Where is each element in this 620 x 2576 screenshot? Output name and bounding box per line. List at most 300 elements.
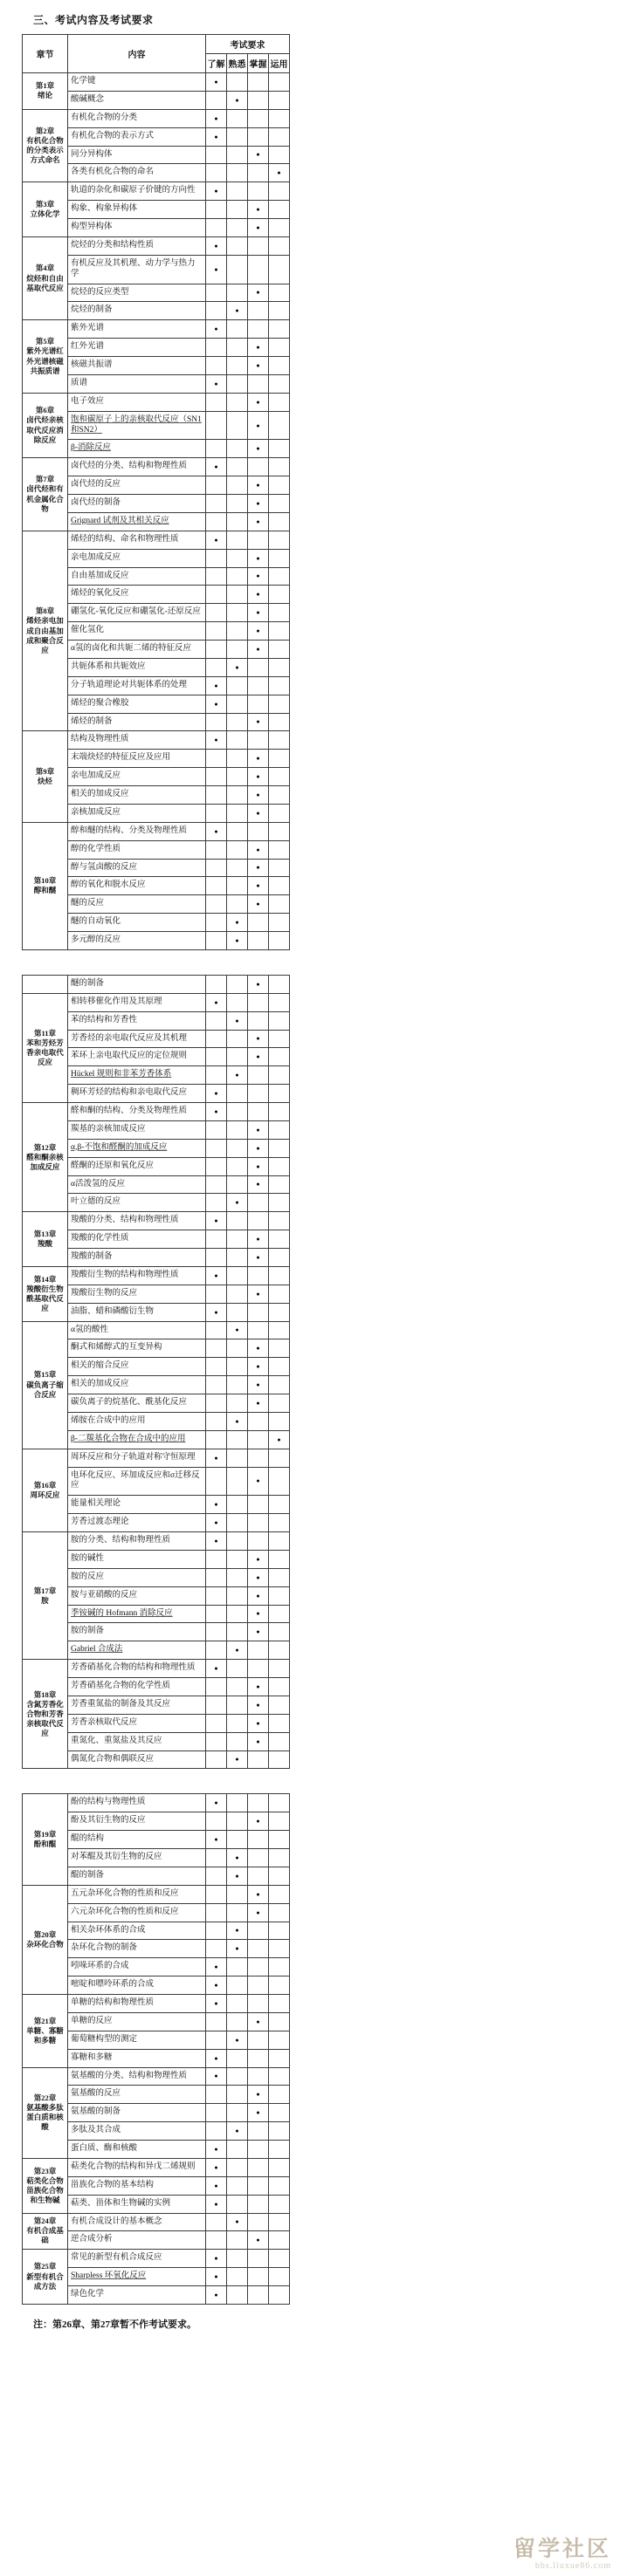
- requirement-cell: [269, 658, 290, 676]
- requirement-cell: [227, 895, 248, 914]
- table-area: [22, 34, 301, 2305]
- requirement-cell: [227, 1467, 248, 1496]
- content-cell: 氨基酸的制备: [68, 2104, 206, 2122]
- requirement-cell: [206, 877, 227, 895]
- requirement-dot: ●: [248, 284, 269, 302]
- watermark-url: bbs.liuxue86.com: [534, 2561, 611, 2571]
- chapter-cell: [23, 182, 68, 237]
- requirement-dot: ●: [227, 914, 248, 932]
- page-title: 三、考试内容及考试要求: [33, 14, 154, 26]
- requirement-dot: ●: [248, 549, 269, 567]
- requirement-cell: [248, 1066, 269, 1085]
- requirement-cell: [269, 1641, 290, 1660]
- requirement-dot: ●: [248, 840, 269, 859]
- requirement-cell: [269, 859, 290, 877]
- requirement-cell: [269, 1696, 290, 1714]
- requirement-cell: [227, 713, 248, 731]
- content-cell: 自由基加成反应: [68, 567, 206, 586]
- requirement-dot: ●: [206, 1212, 227, 1230]
- requirement-cell: [269, 1139, 290, 1157]
- content-cell: 单糖的反应: [68, 2012, 206, 2031]
- header-level-3: 运用: [269, 54, 290, 73]
- requirement-cell: [206, 1376, 227, 1394]
- requirement-cell: [227, 2104, 248, 2122]
- content-cell: 逆合成分析: [68, 2231, 206, 2250]
- requirement-dot: ●: [248, 512, 269, 531]
- requirement-cell: [227, 1394, 248, 1413]
- requirement-cell: [227, 320, 248, 339]
- content-cell: 构象、构象异构体: [68, 201, 206, 219]
- requirement-cell: [227, 2012, 248, 2031]
- table-row: [23, 2250, 290, 2268]
- requirement-cell: [227, 458, 248, 476]
- table-row: [23, 109, 290, 127]
- requirement-dot: ●: [206, 695, 227, 713]
- content-cell: 各类有机化合物的命名: [68, 164, 206, 182]
- requirement-cell: [248, 1449, 269, 1467]
- chapter-name: 新型有机合成方法: [26, 2271, 64, 2291]
- requirement-cell: [227, 495, 248, 513]
- chapter-cell: [23, 1212, 68, 1267]
- content-cell: 重氮化、重氮盐及其反应: [68, 1732, 206, 1750]
- requirement-dot: ●: [206, 1977, 227, 1995]
- requirement-cell: [269, 1922, 290, 1940]
- content-cell: 核磁共振谱: [68, 357, 206, 375]
- requirement-cell: [269, 1550, 290, 1568]
- content-cell: 羧酸的分类、结构和物理性质: [68, 1212, 206, 1230]
- requirement-cell: [227, 1266, 248, 1285]
- requirement-cell: [206, 495, 227, 513]
- requirement-cell: [227, 440, 248, 458]
- requirement-cell: [227, 1358, 248, 1376]
- requirement-cell: [269, 182, 290, 201]
- requirement-cell: [206, 1394, 227, 1413]
- content-cell: 催化氢化: [68, 622, 206, 641]
- requirement-dot: ●: [227, 2031, 248, 2049]
- content-cell: 亲电加成反应: [68, 768, 206, 786]
- chapter-name: 胺: [41, 1595, 49, 1605]
- chapter-number: 第12章: [33, 1142, 57, 1152]
- chapter-name: 杂环化合物: [26, 1939, 64, 1949]
- content-cell: 构型异构体: [68, 219, 206, 237]
- content-cell: 苯的结构和芳香性: [68, 1011, 206, 1030]
- requirement-cell: [269, 1194, 290, 1212]
- requirement-cell: [227, 219, 248, 237]
- chapter-number: 第2章: [35, 126, 55, 135]
- chapter-name: 萜类化合物甾族化合物和生物碱: [26, 2175, 64, 2204]
- content-cell: 结构及物理性质: [68, 731, 206, 750]
- requirement-cell: [227, 1678, 248, 1696]
- content-cell: Gabriel 合成法: [68, 1641, 206, 1660]
- requirement-cell: [227, 374, 248, 393]
- content-cell: Sharpless 环氧化反应: [68, 2268, 206, 2286]
- requirement-cell: [227, 804, 248, 822]
- requirement-dot: ●: [206, 2049, 227, 2067]
- requirement-cell: [227, 975, 248, 993]
- requirement-cell: [248, 374, 269, 393]
- requirement-cell: [206, 1139, 227, 1157]
- chapter-cell: [23, 1321, 68, 1449]
- chapter-name: 碳负离子缩合反应: [26, 1380, 64, 1399]
- requirement-dot: ●: [206, 1660, 227, 1678]
- requirement-cell: [227, 786, 248, 805]
- requirement-dot: ●: [227, 2213, 248, 2231]
- requirement-cell: [269, 1885, 290, 1903]
- content-cell: 偶氮化合物和偶联反应: [68, 1750, 206, 1769]
- requirement-dot: ●: [206, 2268, 227, 2286]
- chapter-number: 第18章: [33, 1689, 57, 1699]
- chapter-cell: [23, 1660, 68, 1769]
- chapter-number: 第23章: [33, 2166, 57, 2175]
- requirement-cell: [269, 339, 290, 357]
- requirement-dot: ●: [248, 1249, 269, 1267]
- chapter-number: 第3章: [35, 200, 55, 209]
- requirement-cell: [269, 622, 290, 641]
- requirement-cell: [227, 1249, 248, 1267]
- chapter-name: 卤代烃亲核取代反应消除反应: [26, 415, 64, 444]
- requirement-cell: [206, 1940, 227, 1958]
- requirement-cell: [269, 1849, 290, 1867]
- requirement-cell: [269, 1285, 290, 1303]
- requirement-cell: [269, 586, 290, 604]
- chapter-number: 第24章: [33, 2216, 57, 2226]
- requirement-dot: ●: [227, 932, 248, 950]
- content-cell: 胺的碱性: [68, 1550, 206, 1568]
- chapter-number: 第16章: [33, 1480, 57, 1490]
- requirement-cell: [269, 1085, 290, 1103]
- content-cell: 硼氢化-氧化反应和硼氢化-还原反应: [68, 604, 206, 622]
- requirement-dot: ●: [248, 1696, 269, 1714]
- requirement-cell: [248, 731, 269, 750]
- requirement-dot: ●: [248, 339, 269, 357]
- requirement-dot: ●: [248, 786, 269, 805]
- exam-table-segment: [22, 1793, 290, 2305]
- requirement-dot: ●: [206, 109, 227, 127]
- chapter-cell: [23, 458, 68, 531]
- requirement-dot: ●: [248, 495, 269, 513]
- content-cell: 胺的制备: [68, 1623, 206, 1641]
- requirement-cell: [269, 1514, 290, 1532]
- content-cell: 醇与氢卤酸的反应: [68, 859, 206, 877]
- chapter-cell: [23, 1794, 68, 1885]
- requirement-cell: [227, 695, 248, 713]
- table-row: [23, 531, 290, 549]
- requirement-dot: ●: [248, 2012, 269, 2031]
- chapter-cell: [23, 993, 68, 1102]
- requirement-dot: ●: [248, 1139, 269, 1157]
- requirement-dot: ●: [248, 1157, 269, 1175]
- requirement-cell: [206, 91, 227, 109]
- requirement-dot: ●: [206, 1794, 227, 1812]
- watermark-text: 留学社区: [513, 2537, 611, 2561]
- requirement-cell: [248, 255, 269, 284]
- content-cell: 醇和醚的结构、分类及物理性质: [68, 822, 206, 840]
- table-row: [23, 1885, 290, 1903]
- requirement-cell: [269, 822, 290, 840]
- requirement-cell: [206, 975, 227, 993]
- content-cell: 吲哚环系的合成: [68, 1958, 206, 1977]
- requirement-dot: ●: [206, 1958, 227, 1977]
- table-row: [23, 2067, 290, 2086]
- requirement-cell: [269, 1339, 290, 1358]
- requirement-cell: [227, 1085, 248, 1103]
- requirement-dot: ●: [206, 1085, 227, 1103]
- requirement-cell: [206, 2231, 227, 2250]
- requirement-dot: ●: [248, 1550, 269, 1568]
- content-cell: 醛酮的还原和氧化反应: [68, 1157, 206, 1175]
- chapter-cell: [23, 822, 68, 949]
- content-cell: 芳香过渡态理论: [68, 1514, 206, 1532]
- chapter-name: 有机化合物的分类表示方式命名: [26, 135, 64, 165]
- requirement-cell: [269, 458, 290, 476]
- requirement-cell: [206, 1812, 227, 1831]
- requirement-cell: [206, 859, 227, 877]
- requirement-cell: [269, 713, 290, 731]
- requirement-cell: [269, 127, 290, 146]
- requirement-cell: [206, 302, 227, 320]
- requirement-dot: ●: [248, 1376, 269, 1394]
- content-cell: 萜类化合物的结构和异戊二烯规则: [68, 2158, 206, 2176]
- requirement-cell: [269, 877, 290, 895]
- content-cell: 氨基酸的分类、结构和物理性质: [68, 2067, 206, 2086]
- requirement-dot: ●: [248, 1678, 269, 1696]
- content-cell: 化学键: [68, 73, 206, 92]
- content-cell: 酚的结构与物理性质: [68, 1794, 206, 1812]
- requirement-dot: ●: [206, 731, 227, 750]
- requirement-cell: [269, 255, 290, 284]
- requirement-cell: [248, 164, 269, 182]
- requirement-cell: [269, 549, 290, 567]
- content-cell: 分子轨道理论对共轭体系的处理: [68, 676, 206, 695]
- requirement-cell: [248, 1831, 269, 1849]
- requirement-cell: [227, 2067, 248, 2086]
- content-cell: 周环反应和分子轨道对称守恒原理: [68, 1449, 206, 1467]
- requirement-dot: ●: [248, 1903, 269, 1922]
- requirement-dot: ●: [206, 182, 227, 201]
- chapter-name: 羧酸: [37, 1239, 52, 1249]
- content-cell: 油脂、蜡和磷酸衍生物: [68, 1303, 206, 1321]
- requirement-dot: ●: [206, 1266, 227, 1285]
- requirement-cell: [248, 2049, 269, 2067]
- chapter-cell: [23, 1103, 68, 1212]
- requirement-cell: [269, 1030, 290, 1048]
- requirement-cell: [269, 1794, 290, 1812]
- requirement-cell: [248, 127, 269, 146]
- requirement-cell: [269, 2176, 290, 2195]
- chapter-name: 烷烃和自由基取代反应: [26, 273, 64, 292]
- requirement-cell: [248, 2067, 269, 2086]
- requirement-cell: [227, 622, 248, 641]
- requirement-cell: [227, 255, 248, 284]
- chapter-cell: [23, 109, 68, 182]
- requirement-cell: [206, 840, 227, 859]
- content-cell: 电环化反应、环加成反应和σ迁移反应: [68, 1467, 206, 1496]
- content-cell: 卤代烃的反应: [68, 476, 206, 495]
- requirement-cell: [227, 822, 248, 840]
- requirement-cell: [206, 357, 227, 375]
- requirement-cell: [248, 1011, 269, 1030]
- header-row: [23, 35, 290, 54]
- requirement-cell: [269, 2086, 290, 2104]
- requirement-cell: [269, 2141, 290, 2159]
- requirement-cell: [269, 1678, 290, 1696]
- content-cell: 相关的缩合反应: [68, 1358, 206, 1376]
- requirement-cell: [227, 109, 248, 127]
- requirement-cell: [248, 914, 269, 932]
- requirement-cell: [206, 1467, 227, 1496]
- chapter-number: 第13章: [33, 1230, 57, 1239]
- requirement-cell: [227, 1605, 248, 1623]
- requirement-dot: ●: [227, 1922, 248, 1940]
- requirement-cell: [227, 2231, 248, 2250]
- chapter-number: 第11章: [33, 1028, 57, 1038]
- requirement-cell: [248, 1849, 269, 1867]
- requirement-cell: [227, 146, 248, 164]
- requirement-cell: [206, 1230, 227, 1249]
- requirement-dot: ●: [248, 604, 269, 622]
- requirement-cell: [248, 73, 269, 92]
- requirement-cell: [227, 531, 248, 549]
- requirement-dot: ●: [206, 2286, 227, 2305]
- requirement-cell: [227, 877, 248, 895]
- requirement-cell: [227, 2049, 248, 2067]
- content-cell: 亲核加成反应: [68, 804, 206, 822]
- requirement-cell: [269, 2286, 290, 2305]
- content-cell: Grignard 试剂及其相关反应: [68, 512, 206, 531]
- requirement-dot: ●: [248, 750, 269, 768]
- requirement-cell: [206, 1623, 227, 1641]
- requirement-dot: ●: [206, 2195, 227, 2213]
- requirement-cell: [248, 1496, 269, 1514]
- requirement-dot: ●: [248, 1030, 269, 1048]
- requirement-cell: [227, 73, 248, 92]
- content-cell: Hückel 规则和非苯芳香体系: [68, 1066, 206, 1085]
- requirement-cell: [206, 1714, 227, 1732]
- requirement-cell: [269, 1412, 290, 1430]
- chapter-number: 第1章: [35, 81, 55, 91]
- requirement-dot: ●: [248, 1339, 269, 1358]
- requirement-cell: [227, 2158, 248, 2176]
- requirement-cell: [269, 1467, 290, 1496]
- content-cell: 芳香亲核取代反应: [68, 1714, 206, 1732]
- requirement-cell: [248, 2141, 269, 2159]
- requirement-cell: [206, 1066, 227, 1085]
- requirement-cell: [248, 695, 269, 713]
- content-cell: 羧酸的化学性质: [68, 1230, 206, 1249]
- table-row: [23, 73, 290, 92]
- chapter-number: 第14章: [33, 1274, 57, 1284]
- requirement-cell: [248, 2268, 269, 2286]
- content-cell: 醛和酮的结构、分类及物理性质: [68, 1103, 206, 1121]
- requirement-cell: [206, 1867, 227, 1885]
- content-cell: 稠环芳烃的结构和亲电取代反应: [68, 1085, 206, 1103]
- requirement-cell: [227, 1157, 248, 1175]
- requirement-cell: [269, 750, 290, 768]
- requirement-cell: [227, 1532, 248, 1551]
- requirement-cell: [269, 393, 290, 411]
- requirement-cell: [227, 1550, 248, 1568]
- chapter-name: 卤代烃和有机金属化合物: [26, 484, 64, 513]
- content-cell: 烯烃的制备: [68, 713, 206, 731]
- requirement-dot: ●: [206, 1831, 227, 1849]
- table-row: [23, 1321, 290, 1339]
- content-cell: 紫外光谱: [68, 320, 206, 339]
- content-cell: α氢的酸性: [68, 1321, 206, 1339]
- table-row: [23, 182, 290, 201]
- requirement-cell: [269, 641, 290, 659]
- requirement-cell: [248, 182, 269, 201]
- chapter-name: 酚和醌: [33, 1840, 57, 1849]
- chapter-cell: [23, 2213, 68, 2250]
- header-level-2: 掌握: [248, 54, 269, 73]
- requirement-cell: [227, 1958, 248, 1977]
- content-cell: 烯烃的聚合橡胶: [68, 695, 206, 713]
- table-row: [23, 1212, 290, 1230]
- content-cell: 氨基酸的反应: [68, 2086, 206, 2104]
- requirement-cell: [269, 1175, 290, 1194]
- requirement-cell: [269, 219, 290, 237]
- requirement-cell: [206, 1011, 227, 1030]
- requirement-cell: [248, 2286, 269, 2305]
- requirement-dot: ●: [227, 1940, 248, 1958]
- requirement-cell: [269, 357, 290, 375]
- table-row: [23, 1532, 290, 1551]
- requirement-dot: ●: [227, 91, 248, 109]
- requirement-dot: ●: [248, 440, 269, 458]
- chapter-name: 醇和醚: [33, 886, 57, 895]
- requirement-cell: [206, 201, 227, 219]
- requirement-dot: ●: [248, 411, 269, 440]
- requirement-cell: [248, 1977, 269, 1995]
- requirement-cell: [269, 1623, 290, 1641]
- requirement-dot: ●: [248, 1467, 269, 1496]
- watermark: [513, 2538, 611, 2572]
- requirement-cell: [248, 1922, 269, 1940]
- requirement-cell: [227, 127, 248, 146]
- requirement-cell: [227, 2141, 248, 2159]
- content-cell: 芳香烃的亲电取代反应及其机理: [68, 1030, 206, 1048]
- requirement-cell: [227, 840, 248, 859]
- requirement-dot: ●: [248, 1048, 269, 1066]
- requirement-dot: ●: [206, 1995, 227, 2013]
- requirement-cell: [269, 1157, 290, 1175]
- requirement-cell: [269, 1831, 290, 1849]
- requirement-cell: [269, 1120, 290, 1139]
- content-cell: 醌的制备: [68, 1867, 206, 1885]
- content-cell: β-消除反应: [68, 440, 206, 458]
- requirement-dot: ●: [248, 1358, 269, 1376]
- requirement-cell: [248, 2031, 269, 2049]
- content-cell: 醚的制备: [68, 975, 206, 993]
- requirement-dot: ●: [227, 1867, 248, 1885]
- requirement-cell: [227, 1230, 248, 1249]
- content-cell: 季铵碱的 Hofmann 消除反应: [68, 1605, 206, 1623]
- requirement-cell: [269, 1212, 290, 1230]
- requirement-cell: [248, 109, 269, 127]
- requirement-cell: [227, 1714, 248, 1732]
- requirement-cell: [227, 284, 248, 302]
- requirement-dot: ●: [269, 164, 290, 182]
- requirement-cell: [206, 914, 227, 932]
- requirement-cell: [269, 1376, 290, 1394]
- requirement-cell: [269, 495, 290, 513]
- requirement-dot: ●: [248, 641, 269, 659]
- requirement-cell: [206, 641, 227, 659]
- requirement-cell: [269, 2231, 290, 2250]
- requirement-dot: ●: [227, 1194, 248, 1212]
- requirement-cell: [269, 91, 290, 109]
- requirement-dot: ●: [206, 127, 227, 146]
